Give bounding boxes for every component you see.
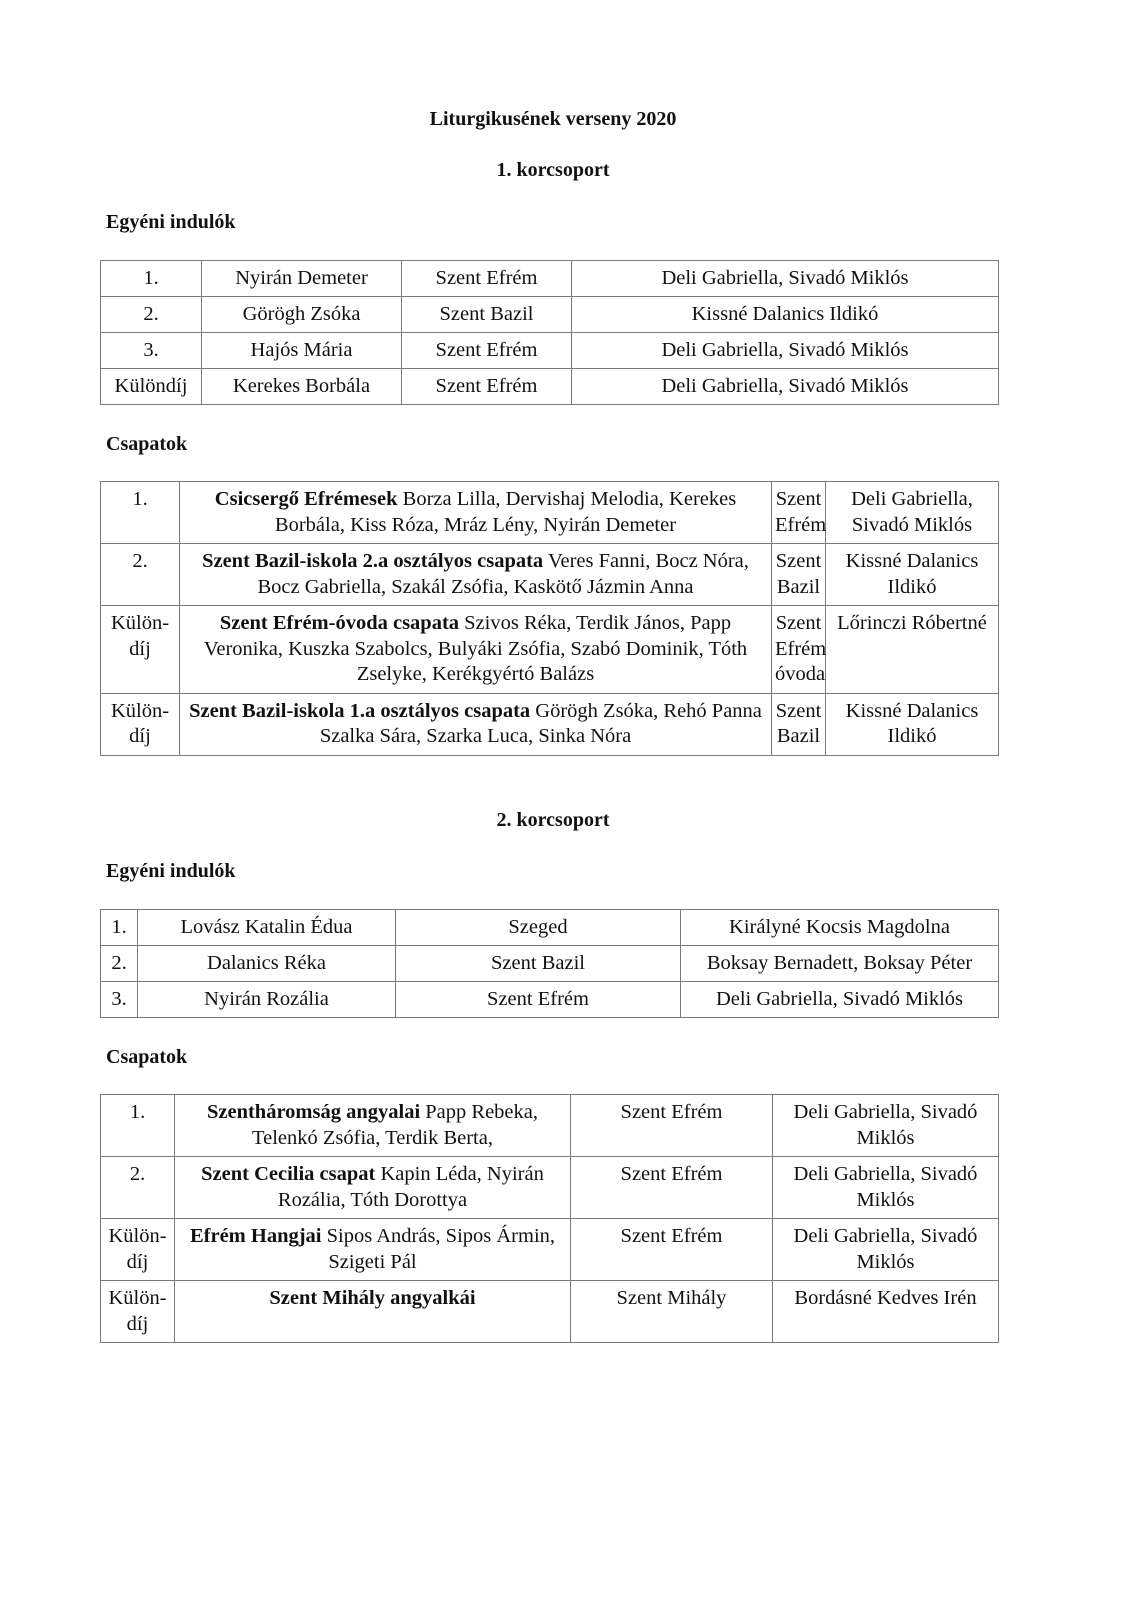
teacher-cell: Deli Gabriella, Sivadó Miklós [773, 1095, 999, 1157]
team-cell [175, 1095, 571, 1157]
team-cell [180, 482, 772, 544]
table-row [101, 482, 999, 544]
teacher-cell: Bordásné Kedves Irén [773, 1281, 999, 1343]
table-row [101, 910, 999, 946]
group-1-teams-table [100, 481, 999, 756]
team-cell [175, 1219, 571, 1281]
table-row [101, 946, 999, 982]
place-cell: Különdíj [101, 369, 202, 405]
teacher-cell: Deli Gabriella, Sivadó Miklós [826, 482, 999, 544]
team-cell [180, 606, 772, 694]
teacher-cell: Kissné Dalanics Ildikó [826, 544, 999, 606]
team-members: Borza Lilla, Dervishaj Melodia, Kerekes Borbála, Kiss Róza, Mráz Lény, Nyirán Demeter [274, 488, 737, 536]
team-members: Sipos András, Sipos Ármin, Szigeti Pál [326, 1225, 556, 1273]
place-cell: 2. [101, 544, 180, 606]
school-cell: Szent Efrém [772, 482, 826, 544]
team-name: Szentháromság angyalai [206, 1101, 421, 1123]
place-cell: 3. [101, 333, 202, 369]
team-name: Efrém Hangjai [189, 1225, 322, 1247]
name-cell: Dalanics Réka [138, 946, 396, 982]
teacher-cell: Deli Gabriella, Sivadó Miklós [572, 369, 999, 405]
team-cell [180, 693, 772, 755]
team-members: Veres Fanni, Bocz Nóra, Bocz Gabriella, Szakál Zsófia, Kaskötő Jázmin Anna [257, 550, 749, 598]
school-cell: Szent Efrém [571, 1157, 773, 1219]
table-row [101, 333, 999, 369]
place-cell: Külön-díj [101, 606, 180, 694]
table-row [101, 544, 999, 606]
teacher-cell: Deli Gabriella, Sivadó Miklós [572, 261, 999, 297]
group-2-teams-heading: Csapatok [106, 1046, 188, 1068]
place-cell: Külön-díj [101, 1219, 175, 1281]
name-cell: Görögh Zsóka [202, 297, 402, 333]
teacher-cell: Kissné Dalanics Ildikó [572, 297, 999, 333]
school-cell: Szent Bazil [402, 297, 572, 333]
group-2-heading: 2. korcsoport [496, 809, 610, 831]
place-cell: Külön-díj [101, 693, 180, 755]
place-cell: 1. [101, 482, 180, 544]
teacher-cell: Lőrinczi Róbertné [826, 606, 999, 694]
team-members: Szivos Réka, Terdik János, Papp Veronika, Kuszka Szabolcs, Bulyáki Zsófia, Szabó Dominik, Tóth Zselyke, Kerékgyértó Balázs [203, 612, 748, 685]
team-name: Szent Bazil-iskola 2.a osztályos csapata [202, 550, 544, 572]
group-2-teams-table [100, 1094, 999, 1343]
place-cell: 1. [101, 261, 202, 297]
place-cell: 1. [101, 910, 138, 946]
name-cell: Hajós Mária [202, 333, 402, 369]
table-row [101, 1157, 999, 1219]
teacher-cell: Deli Gabriella, Sivadó Miklós [681, 982, 999, 1018]
name-cell: Nyirán Rozália [138, 982, 396, 1018]
group-2-individual-table [100, 909, 999, 1018]
table-row [101, 1281, 999, 1343]
school-cell: Szeged [396, 910, 681, 946]
team-cell [180, 544, 772, 606]
table-row [101, 261, 999, 297]
document-title: Liturgikusének verseny 2020 [429, 108, 677, 130]
place-cell: 3. [101, 982, 138, 1018]
school-cell: Szent Efrém óvoda [772, 606, 826, 694]
teacher-cell: Deli Gabriella, Sivadó Miklós [773, 1219, 999, 1281]
table-row [101, 369, 999, 405]
team-name: Csicsergő Efrémesek [214, 488, 398, 510]
school-cell: Szent Bazil [396, 946, 681, 982]
group-2-individual-heading: Egyéni indulók [106, 860, 236, 882]
place-cell: 1. [101, 1095, 175, 1157]
group-1-individual-heading: Egyéni indulók [106, 211, 236, 233]
table-row [101, 1219, 999, 1281]
place-cell: 2. [101, 297, 202, 333]
name-cell: Lovász Katalin Édua [138, 910, 396, 946]
place-cell: 2. [101, 1157, 175, 1219]
table-row [101, 982, 999, 1018]
table-row [101, 297, 999, 333]
teacher-cell: Deli Gabriella, Sivadó Miklós [572, 333, 999, 369]
team-name: Szent Bazil-iskola 1.a osztályos csapata [189, 699, 531, 722]
team-members: Kapin Léda, Nyirán Rozália, Tóth Dorottya [277, 1163, 544, 1211]
name-cell: Kerekes Borbála [202, 369, 402, 405]
place-cell: 2. [101, 946, 138, 982]
teacher-cell: Boksay Bernadett, Boksay Péter [681, 946, 999, 982]
school-cell: Szent Bazil [772, 693, 826, 755]
team-cell [175, 1281, 571, 1343]
school-cell: Szent Efrém [396, 982, 681, 1018]
team-name: Szent Efrém-óvoda csapata [219, 612, 460, 634]
teacher-cell: Deli Gabriella, Sivadó Miklós [773, 1157, 999, 1219]
team-cell [175, 1157, 571, 1219]
teacher-cell: Kissné Dalanics Ildikó [826, 693, 999, 755]
group-1-heading: 1. korcsoport [496, 159, 610, 181]
place-cell: Külön-díj [101, 1281, 175, 1343]
school-cell: Szent Efrém [402, 369, 572, 405]
team-members: Papp Rebeka, Telenkó Zsófia, Terdik Berta, [252, 1101, 539, 1149]
school-cell: Szent Efrém [402, 333, 572, 369]
school-cell: Szent Mihály [571, 1281, 773, 1343]
teacher-cell: Királyné Kocsis Magdolna [681, 910, 999, 946]
team-members: Görögh Zsóka, Rehó Panna Szalka Sára, Szarka Luca, Sinka Nóra [319, 699, 762, 747]
name-cell: Nyirán Demeter [202, 261, 402, 297]
team-name: Szent Mihály angyalkái [269, 1287, 476, 1309]
school-cell: Szent Efrém [571, 1219, 773, 1281]
group-1-individual-table [100, 260, 999, 405]
school-cell: Szent Efrém [402, 261, 572, 297]
school-cell: Szent Bazil [772, 544, 826, 606]
table-row [101, 693, 999, 755]
team-name: Szent Cecilia csapat [201, 1163, 376, 1185]
school-cell: Szent Efrém [571, 1095, 773, 1157]
table-row [101, 606, 999, 694]
group-1-teams-heading: Csapatok [106, 433, 188, 455]
table-row [101, 1095, 999, 1157]
